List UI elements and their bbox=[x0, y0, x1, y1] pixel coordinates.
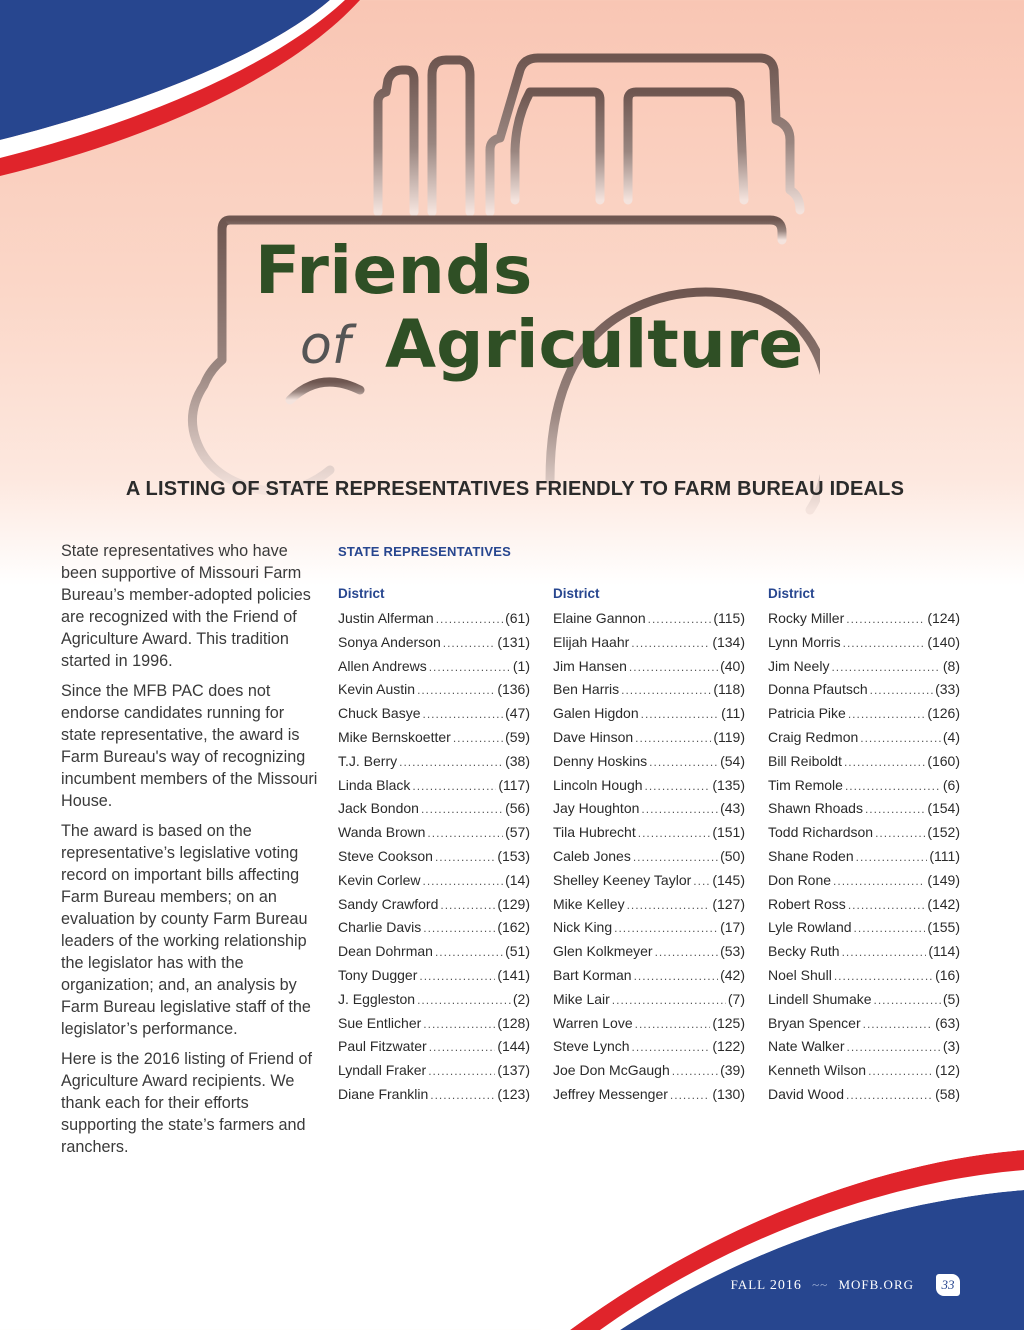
representative-row bbox=[553, 870, 745, 894]
representative-name: Jay Houghton bbox=[553, 800, 640, 817]
dot-leader bbox=[693, 871, 710, 891]
dot-leader bbox=[614, 918, 718, 938]
representative-district: (115) bbox=[713, 610, 745, 626]
dot-leader bbox=[847, 1037, 941, 1057]
representative-district: (122) bbox=[712, 1038, 745, 1055]
representative-district: (140) bbox=[927, 633, 960, 650]
representative-district: (160) bbox=[927, 752, 960, 769]
representative-row bbox=[553, 1084, 745, 1108]
dot-leader bbox=[638, 823, 711, 843]
dot-leader bbox=[453, 728, 503, 748]
representative-name: Chuck Basye bbox=[338, 705, 421, 722]
representative-district: (39) bbox=[720, 1062, 745, 1079]
representative-district: (12) bbox=[935, 1062, 960, 1079]
representative-row bbox=[338, 1013, 530, 1037]
representative-row bbox=[338, 751, 530, 775]
representative-row bbox=[338, 656, 530, 680]
representative-district: (114) bbox=[928, 943, 960, 960]
district-column-header: District bbox=[338, 586, 385, 601]
representative-district: (51) bbox=[505, 943, 530, 960]
representative-name: Bryan Spencer bbox=[768, 1014, 861, 1031]
representative-district: (131) bbox=[497, 633, 530, 650]
dot-leader bbox=[417, 990, 511, 1010]
dot-leader bbox=[874, 990, 941, 1010]
representative-district: (151) bbox=[712, 824, 745, 841]
representative-district: (57) bbox=[505, 824, 530, 841]
representative-name: Wanda Brown bbox=[338, 824, 426, 841]
representative-name: Jim Hansen bbox=[553, 657, 627, 674]
representative-row bbox=[768, 608, 960, 632]
representative-row bbox=[768, 1084, 960, 1108]
representative-district: (4) bbox=[942, 728, 960, 745]
representative-district: (17) bbox=[720, 919, 745, 936]
representative-name: Lindell Shumake bbox=[768, 990, 872, 1007]
representative-name: Lincoln Hough bbox=[553, 776, 643, 793]
representative-district: (119) bbox=[713, 728, 745, 745]
representative-district: (3) bbox=[942, 1038, 960, 1055]
representative-name: Sue Entlicher bbox=[338, 1014, 422, 1031]
representative-name: Don Rone bbox=[768, 871, 832, 888]
representative-row bbox=[553, 656, 745, 680]
representative-name: Glen Kolkmeyer bbox=[553, 943, 653, 960]
representative-name: Bill Reiboldt bbox=[768, 752, 842, 769]
representative-row bbox=[338, 1060, 530, 1084]
dot-leader bbox=[631, 633, 710, 653]
dot-leader bbox=[435, 847, 495, 867]
representative-name: Diane Franklin bbox=[338, 1085, 429, 1102]
representative-name: Donna Pfautsch bbox=[768, 681, 868, 698]
footer-year: 2016 bbox=[769, 1278, 802, 1293]
representative-row bbox=[338, 894, 530, 918]
representative-district: (61) bbox=[505, 610, 530, 626]
representative-name: Linda Black bbox=[338, 776, 411, 793]
dot-leader bbox=[860, 728, 941, 748]
dot-leader bbox=[655, 942, 719, 962]
representative-name: Lynn Morris bbox=[768, 633, 841, 650]
representative-row bbox=[553, 965, 745, 989]
representative-district: (16) bbox=[935, 966, 960, 983]
representative-name: Tila Hubrecht bbox=[553, 824, 636, 841]
representative-district: (162) bbox=[497, 919, 530, 936]
representative-row bbox=[553, 846, 745, 870]
representative-row bbox=[768, 679, 960, 703]
representative-row bbox=[768, 1060, 960, 1084]
representative-district: (5) bbox=[942, 990, 960, 1007]
dot-leader bbox=[422, 704, 503, 724]
dot-leader bbox=[635, 728, 711, 748]
representative-row bbox=[553, 1013, 745, 1037]
representative-row bbox=[338, 822, 530, 846]
representative-name: Steve Cookson bbox=[338, 847, 433, 864]
representative-name: Bart Korman bbox=[553, 966, 632, 983]
representative-row bbox=[338, 727, 530, 751]
footer-separator: ~~ bbox=[812, 1277, 829, 1292]
footer-website: MOFB.ORG bbox=[838, 1277, 914, 1292]
representative-row bbox=[338, 965, 530, 989]
dot-leader bbox=[848, 895, 926, 915]
representative-district: (58) bbox=[935, 1085, 960, 1102]
dot-leader bbox=[641, 704, 720, 724]
representative-row bbox=[553, 703, 745, 727]
dot-leader bbox=[846, 609, 925, 629]
representative-district: (53) bbox=[720, 943, 745, 960]
representative-name: Mike Bernskoetter bbox=[338, 728, 451, 745]
representative-name: Justin Alferman bbox=[338, 610, 434, 626]
representative-row bbox=[338, 703, 530, 727]
representative-row bbox=[768, 870, 960, 894]
representative-district: (117) bbox=[498, 776, 530, 793]
representative-name: Rocky Miller bbox=[768, 610, 845, 626]
representative-name: Sandy Crawford bbox=[338, 895, 439, 912]
representative-row bbox=[338, 846, 530, 870]
page-subtitle: A LISTING OF STATE REPRESENTATIVES FRIENDLY TO FARM BUREAU IDEALS bbox=[125, 478, 905, 500]
representative-name: Jack Bondon bbox=[338, 800, 419, 817]
representative-row bbox=[553, 894, 745, 918]
intro-paragraph: State representatives who have been supportive of Missouri Farm Bureau’s member-adopted policies are recognized with the Friend of Agriculture Award. This tradition started in 1996. bbox=[61, 542, 311, 670]
dot-leader bbox=[399, 752, 503, 772]
dot-leader bbox=[649, 752, 718, 772]
representative-row bbox=[553, 775, 745, 799]
representative-row bbox=[768, 989, 960, 1013]
representative-name: Mike Kelley bbox=[553, 895, 625, 912]
representative-district: (43) bbox=[720, 800, 745, 817]
representative-name: Nate Walker bbox=[768, 1038, 845, 1055]
dot-leader bbox=[875, 823, 925, 843]
representative-district: (152) bbox=[927, 824, 960, 841]
dot-leader bbox=[854, 918, 926, 938]
dot-leader bbox=[865, 799, 925, 819]
representative-name: Elaine Gannon bbox=[553, 610, 646, 626]
representative-name: Warren Love bbox=[553, 1014, 633, 1031]
dot-leader bbox=[612, 990, 726, 1010]
dot-leader bbox=[632, 1037, 711, 1057]
dot-leader bbox=[848, 704, 926, 724]
dot-leader bbox=[863, 1014, 933, 1034]
representative-name: Robert Ross bbox=[768, 895, 846, 912]
intro-paragraph: Since the MFB PAC does not endorse candidates running for state representative, the award is Farm Bureau's way of recognizing incumbent members of the Missouri House. bbox=[61, 682, 318, 810]
representative-district: (142) bbox=[927, 895, 960, 912]
representative-district: (118) bbox=[713, 681, 745, 698]
representative-row bbox=[338, 608, 530, 632]
representative-district: (129) bbox=[497, 895, 530, 912]
dot-leader bbox=[856, 847, 928, 867]
dot-leader bbox=[635, 1014, 711, 1034]
representative-name: Jeffrey Messenger bbox=[553, 1085, 668, 1102]
representative-name: Paul Fitzwater bbox=[338, 1038, 427, 1055]
representative-district: (128) bbox=[497, 1014, 530, 1031]
dot-leader bbox=[436, 609, 503, 629]
representative-row bbox=[768, 965, 960, 989]
representative-district: (153) bbox=[497, 847, 530, 864]
representative-name: Kevin Corlew bbox=[338, 871, 421, 888]
representative-district: (127) bbox=[712, 895, 745, 912]
representative-name: Kevin Austin bbox=[338, 681, 416, 698]
dot-leader bbox=[672, 1061, 718, 1081]
representative-row bbox=[338, 870, 530, 894]
dot-leader bbox=[430, 1085, 495, 1105]
dot-leader bbox=[834, 966, 933, 986]
representative-district: (141) bbox=[497, 966, 530, 983]
representative-district: (124) bbox=[927, 610, 960, 626]
representative-name: Dean Dohrman bbox=[338, 943, 433, 960]
representative-row bbox=[768, 941, 960, 965]
dot-leader bbox=[868, 1061, 933, 1081]
dot-leader bbox=[627, 895, 711, 915]
page-number: 33 bbox=[936, 1274, 960, 1296]
representative-row bbox=[768, 822, 960, 846]
representative-name: David Wood bbox=[768, 1085, 845, 1102]
representative-district: (56) bbox=[505, 800, 530, 817]
dot-leader bbox=[845, 776, 941, 796]
representative-row bbox=[768, 917, 960, 941]
representative-district: (40) bbox=[720, 657, 745, 674]
dot-leader bbox=[621, 680, 711, 700]
representative-district: (38) bbox=[505, 752, 530, 769]
representative-name: Kenneth Wilson bbox=[768, 1062, 867, 1079]
representative-district: (6) bbox=[942, 776, 960, 793]
representative-district: (14) bbox=[505, 871, 530, 888]
dot-leader bbox=[633, 847, 718, 867]
footer-season: FALL bbox=[730, 1277, 766, 1292]
page-title-agriculture: Agriculture bbox=[385, 306, 804, 383]
representative-district: (8) bbox=[942, 657, 960, 674]
representative-row bbox=[768, 1013, 960, 1037]
representative-district: (11) bbox=[721, 705, 745, 722]
representative-district: (145) bbox=[712, 871, 745, 888]
dot-leader bbox=[427, 823, 503, 843]
representative-district: (2) bbox=[512, 990, 530, 1007]
representative-name: T.J. Berry bbox=[338, 752, 398, 769]
representative-name: Dave Hinson bbox=[553, 728, 634, 745]
page-title-friends: Friends bbox=[255, 232, 533, 309]
dot-leader bbox=[843, 633, 926, 653]
dot-leader bbox=[429, 657, 511, 677]
dot-leader bbox=[419, 966, 495, 986]
intro-paragraph: Here is the 2016 listing of Friend of Agriculture Award recipients. We thank each for their efforts supporting the state’s farmers and ranchers. bbox=[61, 1050, 313, 1156]
representative-name: Shelley Keeney Taylor bbox=[553, 871, 692, 888]
representative-row bbox=[338, 989, 530, 1013]
representatives-column-3 bbox=[768, 586, 960, 1108]
representative-name: Jim Neely bbox=[768, 657, 830, 674]
representative-row bbox=[553, 1036, 745, 1060]
representative-name: Allen Andrews bbox=[338, 657, 427, 674]
representative-name: J. Eggleston bbox=[338, 990, 416, 1007]
representative-district: (130) bbox=[712, 1085, 745, 1102]
representative-row bbox=[768, 751, 960, 775]
dot-leader bbox=[421, 799, 503, 819]
representative-district: (63) bbox=[935, 1014, 960, 1031]
representative-name: Tony Dugger bbox=[338, 966, 418, 983]
representative-district: (126) bbox=[927, 705, 960, 722]
representative-row bbox=[553, 798, 745, 822]
dot-leader bbox=[423, 1014, 495, 1034]
dot-leader bbox=[443, 633, 496, 653]
representative-row bbox=[338, 632, 530, 656]
representative-name: Galen Higdon bbox=[553, 705, 639, 722]
representative-district: (134) bbox=[712, 633, 745, 650]
representative-row bbox=[768, 632, 960, 656]
representative-row bbox=[553, 1060, 745, 1084]
dot-leader bbox=[423, 918, 495, 938]
representative-name: Nick King bbox=[553, 919, 613, 936]
representative-name: Elijah Haahr bbox=[553, 633, 630, 650]
dot-leader bbox=[870, 680, 933, 700]
dot-leader bbox=[428, 1061, 495, 1081]
representative-row bbox=[768, 703, 960, 727]
representative-row bbox=[553, 727, 745, 751]
dot-leader bbox=[440, 895, 495, 915]
representative-district: (123) bbox=[497, 1085, 530, 1102]
representative-row bbox=[338, 1084, 530, 1108]
representative-district: (7) bbox=[727, 990, 745, 1007]
dot-leader bbox=[645, 776, 711, 796]
dot-leader bbox=[435, 942, 503, 962]
representative-district: (136) bbox=[497, 681, 530, 698]
representative-district: (54) bbox=[720, 752, 745, 769]
representative-name: Lyndall Fraker bbox=[338, 1062, 427, 1079]
section-heading-state-representatives: STATE REPRESENTATIVES bbox=[338, 544, 511, 559]
dot-leader bbox=[846, 1085, 933, 1105]
representative-district: (59) bbox=[505, 728, 530, 745]
representative-name: Charlie Davis bbox=[338, 919, 422, 936]
dot-leader bbox=[629, 657, 718, 677]
representative-name: Joe Don McGaugh bbox=[553, 1062, 670, 1079]
page-title-of: of bbox=[300, 316, 351, 376]
representative-district: (47) bbox=[505, 705, 530, 722]
representative-row bbox=[338, 941, 530, 965]
representative-row bbox=[768, 798, 960, 822]
representatives-column-2 bbox=[553, 586, 745, 1108]
representative-row bbox=[338, 679, 530, 703]
representative-district: (155) bbox=[927, 919, 960, 936]
dot-leader bbox=[412, 776, 496, 796]
representative-district: (1) bbox=[512, 657, 530, 674]
representative-row bbox=[768, 727, 960, 751]
representative-district: (137) bbox=[497, 1062, 530, 1079]
representative-name: Ben Harris bbox=[553, 681, 620, 698]
representative-name: Steve Lynch bbox=[553, 1038, 630, 1055]
dot-leader bbox=[670, 1085, 710, 1105]
representative-district: (33) bbox=[935, 681, 960, 698]
intro-paragraph: The award is based on the representative’s legislative voting record on important bills affecting Farm Bureau members; on an evaluation by county Farm Bureau leaders of the working relationship the legislator has with the organization; and, an analysis by Farm Bureau legislative staff of the legislator’s performance. bbox=[61, 822, 311, 1038]
dot-leader bbox=[844, 752, 925, 772]
representatives-column-1 bbox=[338, 586, 530, 1108]
representative-row bbox=[553, 822, 745, 846]
representative-row bbox=[768, 1036, 960, 1060]
dot-leader bbox=[417, 680, 495, 700]
representative-row bbox=[338, 1036, 530, 1060]
representative-name: Tim Remole bbox=[768, 776, 843, 793]
representative-row bbox=[768, 894, 960, 918]
representative-district: (135) bbox=[712, 776, 745, 793]
representative-row bbox=[768, 846, 960, 870]
dot-leader bbox=[648, 609, 712, 629]
intro-text bbox=[61, 540, 319, 1166]
representative-name: Shawn Rhoads bbox=[768, 800, 863, 817]
representative-name: Craig Redmon bbox=[768, 728, 859, 745]
representative-name: Becky Ruth bbox=[768, 943, 840, 960]
representative-row bbox=[768, 775, 960, 799]
representative-row bbox=[553, 989, 745, 1013]
representative-district: (154) bbox=[927, 800, 960, 817]
page-footer bbox=[731, 1277, 914, 1294]
representative-name: Shane Roden bbox=[768, 847, 854, 864]
representative-district: (149) bbox=[927, 871, 960, 888]
representative-row bbox=[338, 775, 530, 799]
dot-leader bbox=[831, 657, 940, 677]
representative-name: Sonya Anderson bbox=[338, 633, 441, 650]
representative-row bbox=[553, 751, 745, 775]
dot-leader bbox=[429, 1037, 496, 1057]
representative-row bbox=[338, 798, 530, 822]
representative-name: Noel Shull bbox=[768, 966, 832, 983]
representative-row bbox=[768, 656, 960, 680]
representative-district: (50) bbox=[720, 847, 745, 864]
bottom-swoosh-decoration bbox=[0, 1130, 1024, 1330]
representative-name: Caleb Jones bbox=[553, 847, 631, 864]
representative-row bbox=[553, 679, 745, 703]
dot-leader bbox=[422, 871, 503, 891]
representative-district: (111) bbox=[929, 847, 960, 864]
representative-name: Denny Hoskins bbox=[553, 752, 648, 769]
district-column-header: District bbox=[553, 586, 600, 601]
dot-leader bbox=[833, 871, 925, 891]
representative-name: Todd Richardson bbox=[768, 824, 874, 841]
representative-name: Patricia Pike bbox=[768, 705, 846, 722]
representative-row bbox=[553, 632, 745, 656]
representative-name: Lyle Rowland bbox=[768, 919, 852, 936]
representative-row bbox=[553, 917, 745, 941]
representative-district: (125) bbox=[712, 1014, 745, 1031]
representative-row bbox=[553, 941, 745, 965]
representative-district: (144) bbox=[497, 1038, 530, 1055]
dot-leader bbox=[641, 799, 718, 819]
dot-leader bbox=[842, 942, 927, 962]
district-column-header: District bbox=[768, 586, 815, 601]
representative-row bbox=[553, 608, 745, 632]
representative-district: (42) bbox=[720, 966, 745, 983]
representative-name: Mike Lair bbox=[553, 990, 610, 1007]
dot-leader bbox=[634, 966, 719, 986]
representative-row bbox=[338, 917, 530, 941]
